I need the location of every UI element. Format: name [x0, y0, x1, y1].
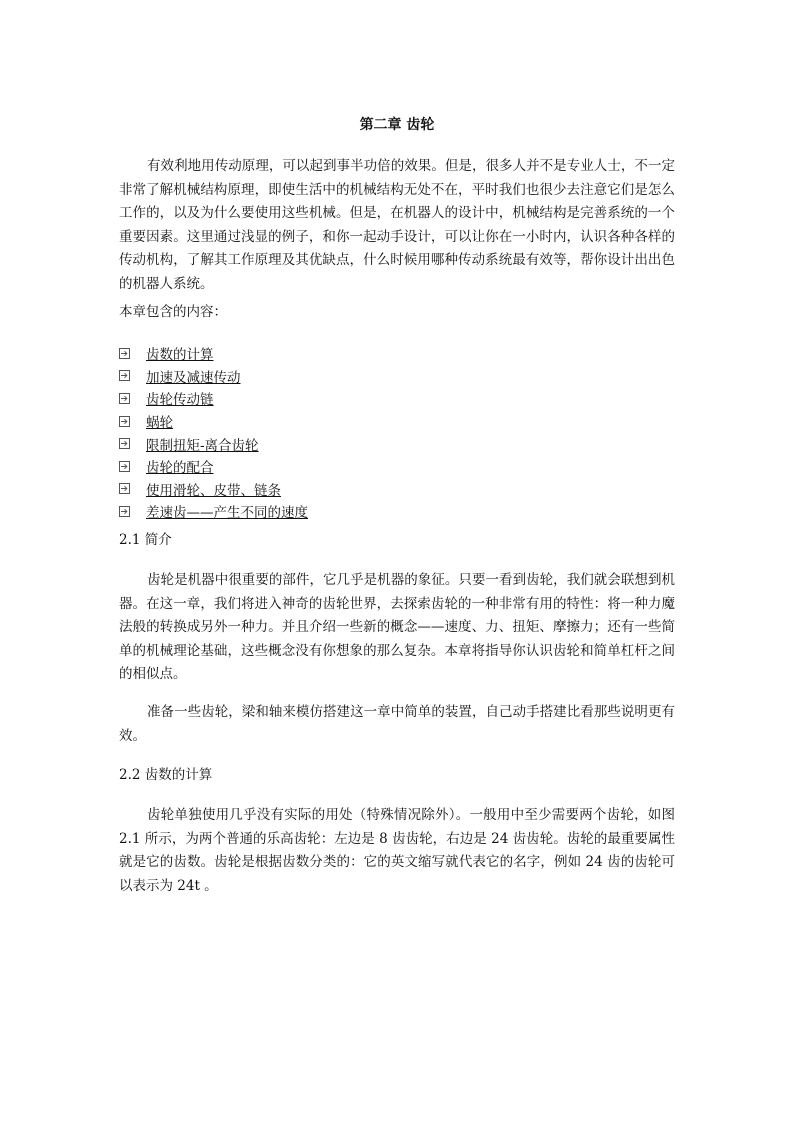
arrow-box-icon: [119, 416, 130, 427]
section-heading-2-1: 2.1 简介: [119, 532, 172, 548]
toc-link-clutch-gear[interactable]: 限制扭矩-离合齿轮: [146, 437, 259, 454]
toc-item[interactable]: [119, 342, 308, 365]
arrow-box-icon: [119, 370, 130, 381]
arrow-box-icon: [119, 483, 130, 494]
toc-item[interactable]: [119, 478, 308, 501]
toc-item[interactable]: [119, 410, 308, 433]
toc-item[interactable]: [119, 432, 308, 455]
toc-item[interactable]: [119, 455, 308, 478]
toc-link-differential[interactable]: 差速齿——产生不同的速度: [146, 505, 308, 522]
toc-link-gear-count[interactable]: 齿数的计算: [146, 347, 214, 364]
section-2-1-paragraph-2: 准备一些齿轮，梁和轴来模仿搭建这一章中简单的装置，自己动手搭建比看那些说明更有效。: [119, 704, 675, 744]
section-2-2-paragraph-1: 齿轮单独使用几乎没有实际的用处（特殊情况除外）。一般用中至少需要两个齿轮，如图 2.1 所示，为两个普通的乐高齿轮：左边是 8 齿齿轮，右边是 24 齿齿轮。齿轮的最重要属性就是它的齿数。齿轮是根据齿数分类的：它的英文缩写就代表它的名字，例如 24 齿的齿轮可以表示为 24t 。: [119, 807, 675, 894]
arrow-box-icon: [119, 506, 130, 517]
arrow-box-icon: [119, 393, 130, 404]
toc-item[interactable]: [119, 500, 308, 523]
section-2-1-paragraph-1: 齿轮是机器中很重要的部件，它几乎是机器的象征。只要一看到齿轮，我们就会联想到机器。在这一章，我们将进入神奇的齿轮世界，去探索齿轮的一种非常有用的特性：将一种力魔法般的转换成另外一种力。并且介绍一些新的概念——速度、力、扭矩、摩擦力；还有一些简单的机械理论基础，这些概念没有你想象的那么复杂。本章将指导你认识齿轮和简单杠杆之间的相似点。: [119, 572, 675, 682]
toc-link-worm-gear[interactable]: 蜗轮: [146, 415, 173, 432]
toc-item[interactable]: [119, 365, 308, 388]
table-of-contents: [119, 342, 308, 523]
toc-link-gear-fit[interactable]: 齿轮的配合: [146, 460, 214, 477]
intro-paragraph: 有效利地用传动原理，可以起到事半功倍的效果。但是，很多人并不是专业人士，不一定非常了解机械结构原理，即使生活中的机械结构无处不在，平时我们也很少去注意它们是怎么工作的，以及为什么要使用这些机械。但是，在机器人的设计中，机械结构是完善系统的一个重要因素。这里通过浅显的例子，和你一起动手设计，可以让你在一小时内，认识各种各样的传动机构，了解其工作原理及其优缺点，什么时候用哪种传动系统最有效等，帮你设计出出色的机器人系统。: [119, 158, 675, 292]
toc-link-speed-change[interactable]: 加速及减速传动: [146, 369, 241, 386]
section-heading-2-2: 2.2 齿数的计算: [119, 767, 213, 783]
chapter-title: 第二章 齿轮: [359, 117, 435, 133]
toc-item[interactable]: [119, 387, 308, 410]
toc-link-gear-train[interactable]: 齿轮传动链: [146, 392, 214, 409]
toc-link-pulleys[interactable]: 使用滑轮、皮带、链条: [146, 482, 281, 499]
contents-label: 本章包含的内容：: [119, 304, 227, 320]
arrow-box-icon: [119, 461, 130, 472]
arrow-box-icon: [119, 438, 130, 449]
arrow-box-icon: [119, 348, 130, 359]
